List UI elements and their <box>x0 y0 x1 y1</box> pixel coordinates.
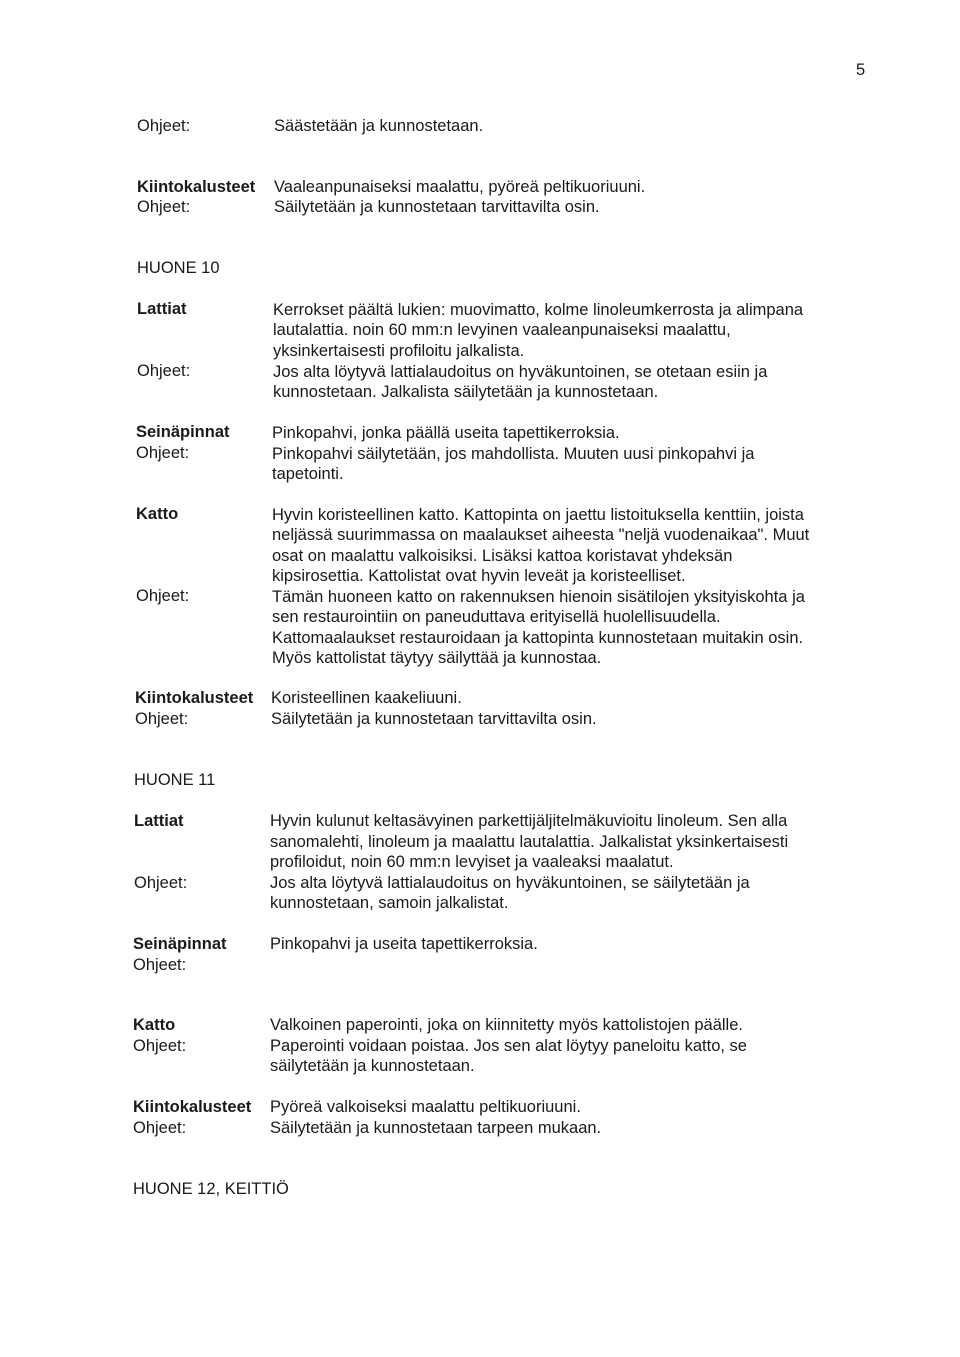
lattiat-label: Lattiat <box>137 300 187 318</box>
lattiat-ohjeet-label: Ohjeet: <box>134 874 188 892</box>
katto-ohjeet-line: säilytetään ja kunnostetaan. <box>270 1057 475 1075</box>
lattiat-ohjeet-line: kunnostetaan. Jalkalista säilytetään ja kunnostetaan. <box>273 383 659 401</box>
katto-ohjeet-label: Ohjeet: <box>136 587 190 605</box>
room-heading-10: HUONE 10 <box>137 259 220 277</box>
katto-ohjeet-line: Myös kattolistat täytyy säilyttää ja kunnostaa. <box>272 649 602 667</box>
room-heading-11: HUONE 11 <box>134 771 216 789</box>
katto-line: kipsirosettia. Kattolistat ovat hyvin leveät ja koristeelliset. <box>272 567 686 585</box>
seinapinnat-ohjeet-label: Ohjeet: <box>136 444 190 462</box>
katto-ohjeet-line: Paperointi voidaan poistaa. Jos sen alat löytyy paneloitu katto, se <box>270 1037 747 1055</box>
lattiat-line: lautalattia. noin 60 mm:n levyinen vaaleanpunaiseksi maalattu, <box>273 321 731 339</box>
lattiat-line: sanomalehti, linoleum ja maalattu lautalattia. Jalkalistat yksinkertaisesti <box>270 833 789 851</box>
ohjeet-text: Säästetään ja kunnostetaan. <box>274 117 484 135</box>
lattiat-ohjeet-line: Jos alta löytyvä lattialaudoitus on hyväkuntoinen, se otetaan esiin ja <box>273 363 768 381</box>
kiintokalusteet-ohjeet-text: Säilytetään ja kunnostetaan tarvittavilta osin. <box>271 710 597 728</box>
kiintokalusteet-text: Vaaleanpunaiseksi maalattu, pyöreä peltikuoriuuni. <box>274 178 646 196</box>
kiintokalusteet-ohjeet-label: Ohjeet: <box>135 710 189 728</box>
katto-line: Hyvin koristeellinen katto. Kattopinta on jaettu listoituksella kenttiin, joista <box>272 506 804 524</box>
kiintokalusteet-label: Kiintokalusteet <box>137 178 256 196</box>
seinapinnat-label: Seinäpinnat <box>136 423 230 441</box>
kiintokalusteet-text: Koristeellinen kaakeliuuni. <box>271 689 462 707</box>
katto-ohjeet-line: Kattomaalaukset restauroidaan ja kattopinta kunnostetaan muitakin osin. <box>272 629 804 647</box>
seinapinnat-ohjeet-line: tapetointi. <box>272 465 344 483</box>
seinapinnat-line: Pinkopahvi ja useita tapettikerroksia. <box>270 935 538 953</box>
lattiat-ohjeet-label: Ohjeet: <box>137 362 191 380</box>
lattiat-label: Lattiat <box>134 812 184 830</box>
seinapinnat-ohjeet-label: Ohjeet: <box>133 956 187 974</box>
katto-ohjeet-label: Ohjeet: <box>133 1037 187 1055</box>
katto-label: Katto <box>133 1016 176 1034</box>
katto-ohjeet-line: Tämän huoneen katto on rakennuksen hienoin sisätilojen yksityiskohta ja <box>272 588 805 606</box>
kiintokalusteet-ohjeet-label: Ohjeet: <box>137 198 191 216</box>
lattiat-ohjeet-line: Jos alta löytyvä lattialaudoitus on hyväkuntoinen, se säilytetään ja <box>270 874 750 892</box>
lattiat-line: yksinkertaisesti profiloitu jalkalista. <box>273 342 525 360</box>
katto-line: Valkoinen paperointi, joka on kiinnitetty myös kattolistojen päälle. <box>270 1016 743 1034</box>
kiintokalusteet-ohjeet-text: Säilytetään ja kunnostetaan tarpeen mukaan. <box>270 1119 602 1137</box>
katto-line: neljässä suurimmassa on maalaukset aiheesta "neljä vuodenaikaa". Muut <box>272 526 810 544</box>
katto-label: Katto <box>136 505 179 523</box>
kiintokalusteet-ohjeet-label: Ohjeet: <box>133 1119 187 1137</box>
lattiat-line: profiloidut, noin 60 mm:n levyiset ja vaaleaksi maalatut. <box>270 853 674 871</box>
kiintokalusteet-label: Kiintokalusteet <box>133 1098 252 1116</box>
katto-ohjeet-line: sen restaurointiin on paneuduttava erityisellä huolellisuudella. <box>272 608 721 626</box>
seinapinnat-ohjeet-line: Pinkopahvi säilytetään, jos mahdollista. Muuten uusi pinkopahvi ja <box>272 445 755 463</box>
katto-line: osat on maalattu valkoisiksi. Lisäksi kattoa koristavat yhdeksän <box>272 547 733 565</box>
kiintokalusteet-label: Kiintokalusteet <box>135 689 254 707</box>
lattiat-ohjeet-line: kunnostetaan, samoin jalkalistat. <box>270 894 509 912</box>
kiintokalusteet-text: Pyöreä valkoiseksi maalattu peltikuoriuuni. <box>270 1098 581 1116</box>
lattiat-line: Kerrokset päältä lukien: muovimatto, kolme linoleumkerrosta ja alimpana <box>273 301 804 319</box>
seinapinnat-line: Pinkopahvi, jonka päällä useita tapettikerroksia. <box>272 424 620 442</box>
room-heading-12: HUONE 12, KEITTIÖ <box>133 1180 289 1198</box>
ohjeet-label: Ohjeet: <box>137 117 191 135</box>
seinapinnat-label: Seinäpinnat <box>133 935 227 953</box>
page-number: 5 <box>856 61 866 79</box>
lattiat-line: Hyvin kulunut keltasävyinen parkettijäljitelmäkuvioitu linoleum. Sen alla <box>270 812 788 830</box>
kiintokalusteet-ohjeet-text: Säilytetään ja kunnostetaan tarvittavilta osin. <box>274 198 600 216</box>
